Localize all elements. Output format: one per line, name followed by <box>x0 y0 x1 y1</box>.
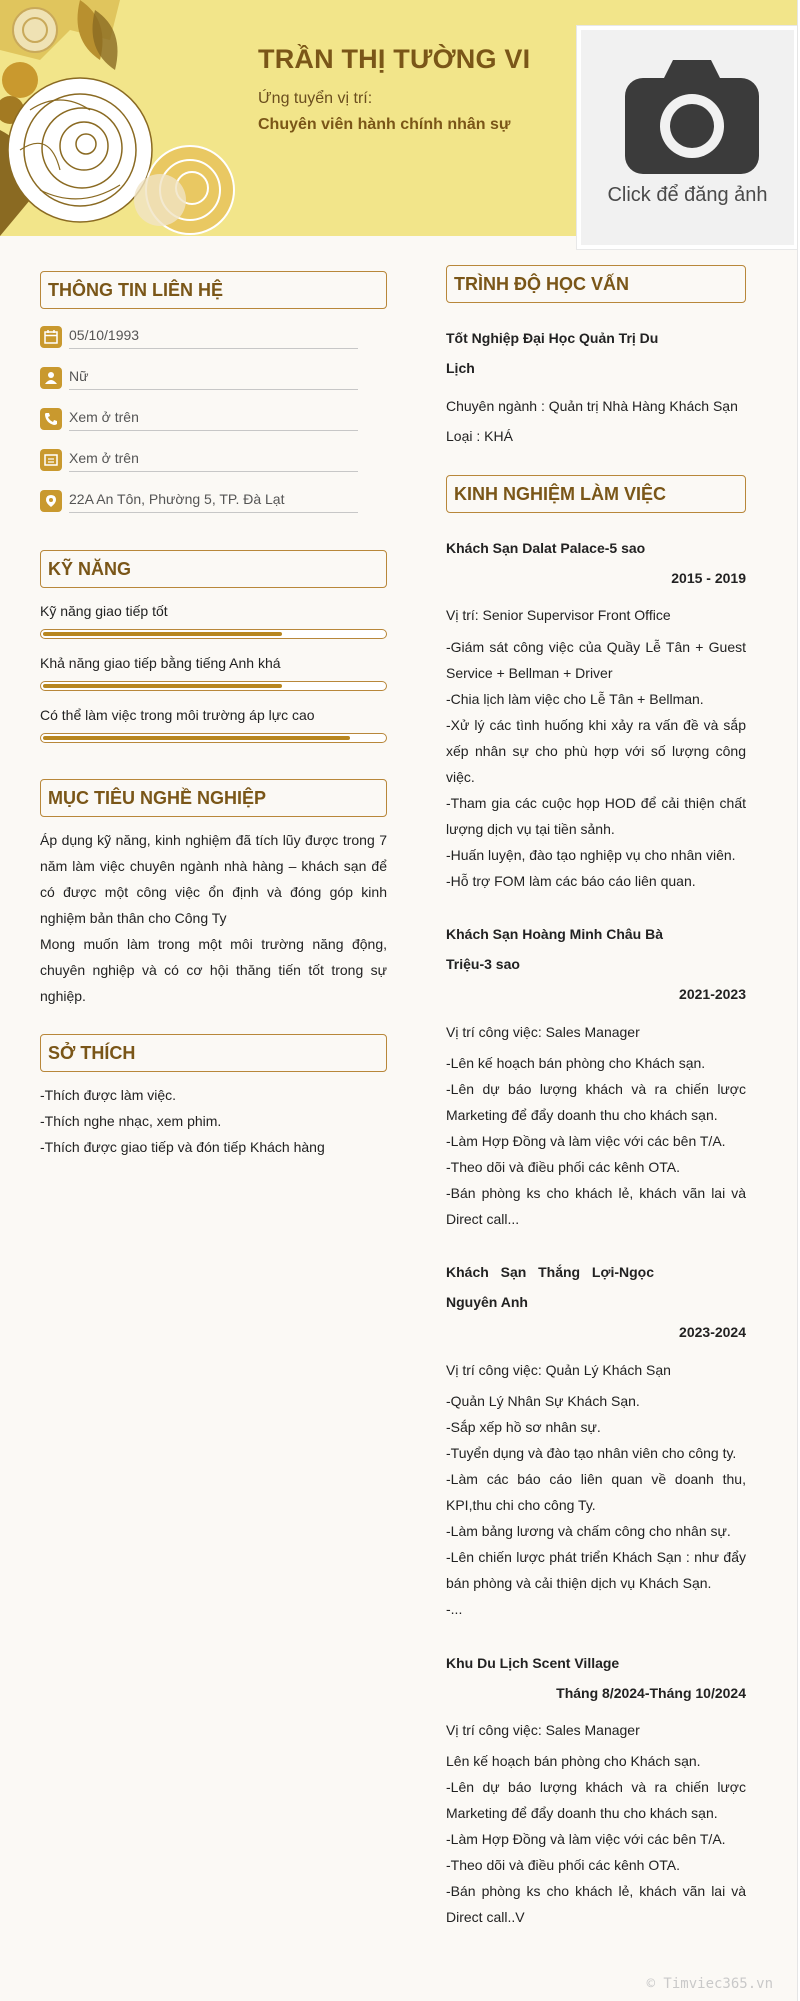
job-duty: -Tham gia các cuộc họp HOD để cải thiện chất lượng dịch vụ tại tiền sảnh. <box>446 795 746 837</box>
job-duty: -Chia lịch làm việc cho Lễ Tân + Bellman. <box>446 691 704 707</box>
job-duty: -Theo dõi và điều phối các kênh OTA. <box>446 1857 680 1873</box>
education-major: Chuyên ngành : Quản trị Nhà Hàng Khách Sạn <box>446 398 738 414</box>
location-pin-icon <box>40 490 62 512</box>
education-grade: Loại : KHÁ <box>446 428 513 444</box>
company-name: Nguyên Anh <box>446 1294 528 1310</box>
skill-bar-fill <box>43 632 282 636</box>
job-period: 2021-2023 <box>679 986 746 1002</box>
birthday-field[interactable]: 05/10/1993 <box>69 325 358 349</box>
contact-gender <box>40 364 358 392</box>
skill-bar <box>40 733 387 743</box>
job-duty: -Làm Hợp Đồng và làm việc với các bên T/A. <box>446 1831 726 1847</box>
job-duty: Lên kế hoạch bán phòng cho Khách sạn. <box>446 1753 701 1769</box>
flower-decoration-icon <box>0 0 240 236</box>
calendar-icon <box>40 326 62 348</box>
job-period: Tháng 8/2024-Tháng 10/2024 <box>556 1685 746 1701</box>
job-duty: -Sắp xếp hồ sơ nhân sự. <box>446 1419 601 1435</box>
watermark: © Timviec365.vn <box>646 1976 773 1992</box>
school-name: Tốt Nghiệp Đại Học Quản Trị Du <box>446 330 659 346</box>
job-duty: -Lên chiến lược phát triển Khách Sạn : như đẩy bán phòng và cải thiện dịch vụ Khách Sạn. <box>446 1549 746 1591</box>
skill-label: Có thể làm việc trong môi trường áp lực cao <box>40 707 315 723</box>
skill-label: Khả năng giao tiếp bằng tiếng Anh khá <box>40 655 281 671</box>
skill-bar-fill <box>43 684 282 688</box>
job-duty: -Làm Hợp Đồng và làm việc với các bên T/A. <box>446 1133 726 1149</box>
job-period: 2015 - 2019 <box>671 570 746 586</box>
objective-paragraph: Áp dụng kỹ năng, kinh nghiệm đã tích lũy được trong 7 năm làm việc chuyên ngành nhà hàng – khách sạn để có được một công việc ổn định và đóng góp kinh nghiệm bản thân cho Công Ty <box>40 832 387 926</box>
company-name: Khách Sạn Hoàng Minh Châu Bà <box>446 926 664 942</box>
photo-upload-label: Click để đăng ảnh <box>607 184 768 206</box>
phone-icon <box>40 408 62 430</box>
skills-section-title: KỸ NĂNG <box>40 550 387 588</box>
job-duty: -Bán phòng ks cho khách lẻ, khách vãn lai và Direct call... <box>446 1185 746 1227</box>
hobby-item: -Thích nghe nhạc, xem phim. <box>40 1113 222 1129</box>
gender-field[interactable]: Nữ <box>69 366 358 390</box>
objective-paragraph: Mong muốn làm trong một môi trường năng động, chuyên nghiệp và có cơ hội thăng tiến tốt trong sự nghiệp. <box>40 936 387 1004</box>
apply-position: Chuyên viên hành chính nhân sự <box>258 116 511 133</box>
skill-bar <box>40 681 387 691</box>
job-duty: -Theo dõi và điều phối các kênh OTA. <box>446 1159 680 1175</box>
skill-bar <box>40 629 387 639</box>
address-field[interactable]: 22A An Tôn, Phường 5, TP. Đà Lạt <box>69 489 358 513</box>
job-period: 2023-2024 <box>679 1324 746 1340</box>
company-name: Khu Du Lịch Scent Village <box>446 1655 620 1671</box>
hobby-item: -Thích được làm việc. <box>40 1087 177 1103</box>
company-name: Khách Sạn Thắng Lợi-Ngọc <box>446 1264 654 1280</box>
objective-section-title: MỤC TIÊU NGHỀ NGHIỆP <box>40 779 387 817</box>
job-duty: -Xử lý các tình huống khi xảy ra vấn đề và sắp xếp nhân sự cho phù hợp với số lượng công việc. <box>446 717 746 785</box>
skill-bar-fill <box>43 736 350 740</box>
job-duty: -Huấn luyện, đào tạo nghiệp vụ cho nhân viên. <box>446 847 736 863</box>
job-duty: -Lên dự báo lượng khách và ra chiến lược Marketing để đẩy doanh thu cho khách sạn. <box>446 1779 746 1821</box>
job-duty: -Giám sát công việc của Quầy Lễ Tân + Guest Service + Bellman + Driver <box>446 639 746 681</box>
hobbies-section-title: SỞ THÍCH <box>40 1034 387 1072</box>
job-role: Vị trí: Senior Supervisor Front Office <box>446 607 671 623</box>
photo-upload[interactable] <box>577 26 798 249</box>
contact-phone <box>40 405 358 433</box>
job-duty: -Quản Lý Nhân Sự Khách Sạn. <box>446 1393 640 1409</box>
contact-birthday <box>40 323 358 351</box>
camera-icon <box>625 60 759 174</box>
company-name: Khách Sạn Dalat Palace-5 sao <box>446 540 646 556</box>
candidate-name: TRẦN THỊ TƯỜNG VI <box>258 44 531 74</box>
job-role: Vị trí công việc: Sales Manager <box>446 1722 640 1738</box>
hobby-item: -Thích được giao tiếp và đón tiếp Khách hàng <box>40 1139 325 1155</box>
job-duty: -Làm bảng lương và chấm công cho nhân sự. <box>446 1523 731 1539</box>
job-role: Vị trí công việc: Sales Manager <box>446 1024 640 1040</box>
school-name: Lịch <box>446 360 475 376</box>
contact-address <box>40 487 358 515</box>
email-icon <box>40 449 62 471</box>
user-icon <box>40 367 62 389</box>
apply-label: Ứng tuyển vị trí: <box>258 90 373 107</box>
job-duty: -Bán phòng ks cho khách lẻ, khách vãn lai và Direct call..V <box>446 1883 746 1925</box>
job-duty: -Tuyển dụng và đào tạo nhân viên cho công ty. <box>446 1445 737 1461</box>
email-field[interactable]: Xem ở trên <box>69 448 358 472</box>
contact-email <box>40 446 358 474</box>
job-duty: -Làm các báo cáo liên quan về doanh thu, KPI,thu chi cho công Ty. <box>446 1471 746 1513</box>
job-duty: -Lên dự báo lượng khách và ra chiến lược Marketing để đẩy doanh thu cho khách sạn. <box>446 1081 746 1123</box>
phone-field[interactable]: Xem ở trên <box>69 407 358 431</box>
education-section-title: TRÌNH ĐỘ HỌC VẤN <box>446 265 746 303</box>
skill-label: Kỹ năng giao tiếp tốt <box>40 603 168 619</box>
company-name: Triệu-3 sao <box>446 956 520 972</box>
job-duty: -Hỗ trợ FOM làm các báo cáo liên quan. <box>446 873 696 889</box>
job-duty: -Lên kế hoạch bán phòng cho Khách sạn. <box>446 1055 706 1071</box>
job-duty: -... <box>446 1601 463 1617</box>
contact-section-title: THÔNG TIN LIÊN HỆ <box>40 271 387 309</box>
job-role: Vị trí công việc: Quản Lý Khách Sạn <box>446 1362 671 1378</box>
experience-section-title: KINH NGHIỆM LÀM VIỆC <box>446 475 746 513</box>
